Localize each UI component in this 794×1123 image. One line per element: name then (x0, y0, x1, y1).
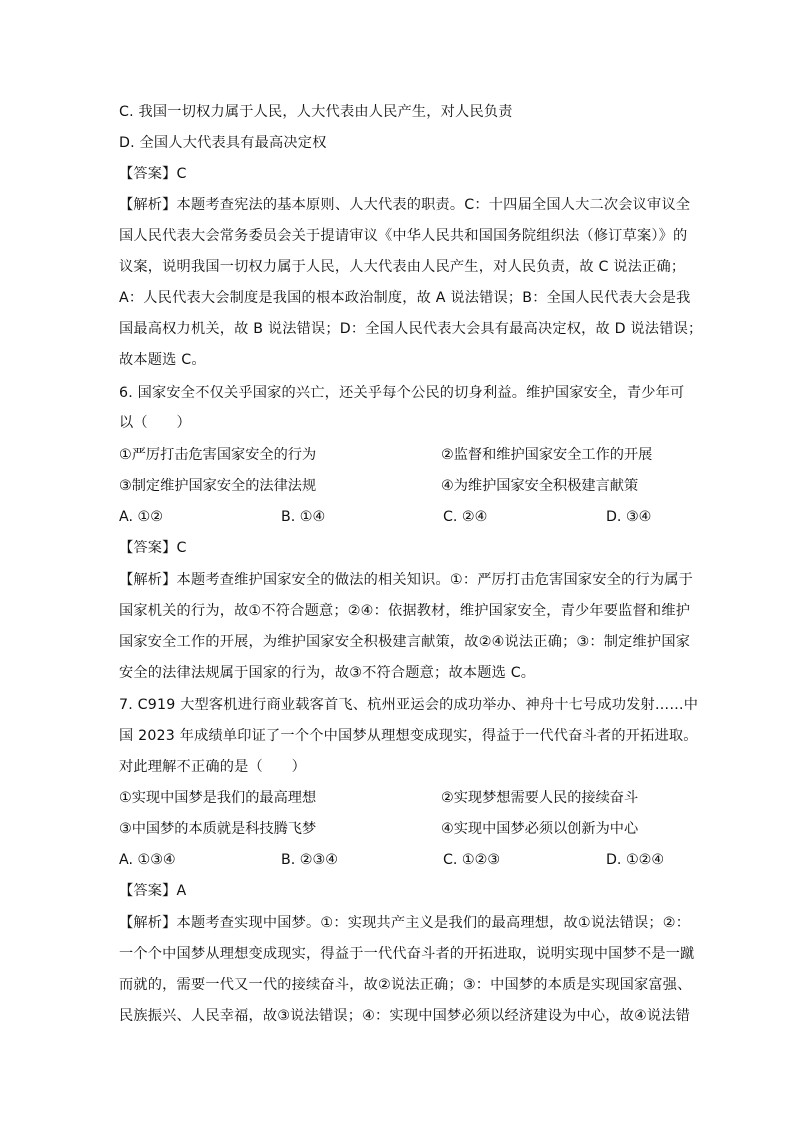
q7-item-1: ①实现中国梦是我们的最高理想 (119, 790, 317, 806)
q7-analysis-line-4: 民族振兴、人民幸福，故③说法错误；④：实现中国梦必须以经济建设为中心，故④说法错 (119, 1008, 691, 1024)
q5-analysis-line-2: 国人民代表大会常务委员会关于提请审议《中华人民共和国国务院组织法（修订草案）》的 (119, 228, 688, 244)
q7-item-4: ④实现中国梦必须以创新为中心 (441, 821, 639, 837)
q7-analysis-line-1: 【解析】本题考查实现中国梦。①：实现共产主义是我们的最高理想，故①说法错误；②： (119, 915, 691, 931)
q6-choice-b: B. ①④ (281, 509, 326, 525)
q7-analysis-line-2: 一个个中国梦从理想变成现实，得益于一代代奋斗者的开拓进取，说明实现中国梦不是一蹴 (119, 946, 695, 962)
q7-choice-b: B. ②③④ (281, 852, 338, 868)
q6-stem-line-2: 以（ ） (119, 415, 191, 431)
q6-analysis-line-4: 安全的法律法规属于国家的行为，故③不符合题意；故本题选 C。 (119, 665, 536, 681)
q6-item-4: ④为维护国家安全积极建言献策 (441, 478, 639, 494)
q6-stem-line-1: 6. 国家安全不仅关乎国家的兴亡，还关乎每个公民的切身利益。维护国家安全，青少年可 (119, 385, 685, 401)
q7-choice-c: C. ①②③ (443, 852, 501, 868)
q7-answer: 【答案】A (119, 883, 187, 899)
q5-analysis-line-6: 故本题选 C。 (119, 352, 206, 368)
q7-stem-line-2: 国 2023 年成绩单印证了一个个中国梦从理想变成现实，得益于一代代奋斗者的开拓进取。 (119, 728, 698, 744)
q7-choice-d: D. ①②④ (606, 852, 665, 868)
q5-analysis-line-1: 【解析】本题考查宪法的基本原则、人大代表的职责。C：十四届全国人大二次会议审议全 (119, 197, 691, 213)
q6-choice-d: D. ③④ (606, 509, 652, 525)
q6-item-3: ③制定维护国家安全的法律法规 (119, 478, 317, 494)
q6-answer: 【答案】C (119, 540, 187, 556)
q6-item-1: ①严厉打击危害国家安全的行为 (119, 447, 317, 463)
q5-analysis-line-5: 国最高权力机关，故 B 说法错误；D：全国人民代表大会具有最高决定权，故 D 说法错误； (119, 321, 703, 337)
q7-item-3: ③中国梦的本质就是科技腾飞梦 (119, 821, 317, 837)
q7-item-2: ②实现梦想需要人民的接续奋斗 (441, 790, 639, 806)
q5-answer: 【答案】C (119, 166, 187, 182)
q6-choice-a: A. ①② (119, 509, 163, 525)
q7-choice-a: A. ①③④ (119, 852, 176, 868)
q5-analysis-line-4: A：人民代表大会制度是我国的根本政治制度，故 A 说法错误；B：全国人民代表大会是我 (119, 290, 691, 306)
q5-option-d: D. 全国人大代表具有最高决定权 (119, 135, 327, 151)
q6-item-2: ②监督和维护国家安全工作的开展 (441, 447, 653, 463)
q6-analysis-line-1: 【解析】本题考查维护国家安全的做法的相关知识。①：严厉打击危害国家安全的行为属于 (119, 572, 694, 588)
q6-analysis-line-3: 国家安全工作的开展，为维护国家安全积极建言献策，故②④说法正确；③：制定维护国家 (119, 634, 691, 650)
q5-analysis-line-3: 议案，说明我国一切权力属于人民，人大代表由人民产生，对人民负责，故 C 说法正确； (119, 259, 686, 275)
q6-choice-c: C. ②④ (443, 509, 488, 525)
q7-stem-line-3: 对此理解不正确的是（ ） (119, 759, 307, 775)
q5-option-c: C. 我国一切权力属于人民，人大代表由人民产生，对人民负责 (119, 104, 513, 120)
q7-analysis-line-3: 而就的，需要一代又一代的接续奋斗，故②说法正确；③：中国梦的本质是实现国家富强、 (119, 977, 692, 993)
q6-analysis-line-2: 国家机关的行为，故①不符合题意；②④：依据教材，维护国家安全，青少年要监督和维护 (119, 603, 691, 619)
q7-stem-line-1: 7. C919 大型客机进行商业载客首飞、杭州亚运会的成功举办、神舟十七号成功发射……中 (119, 697, 699, 713)
